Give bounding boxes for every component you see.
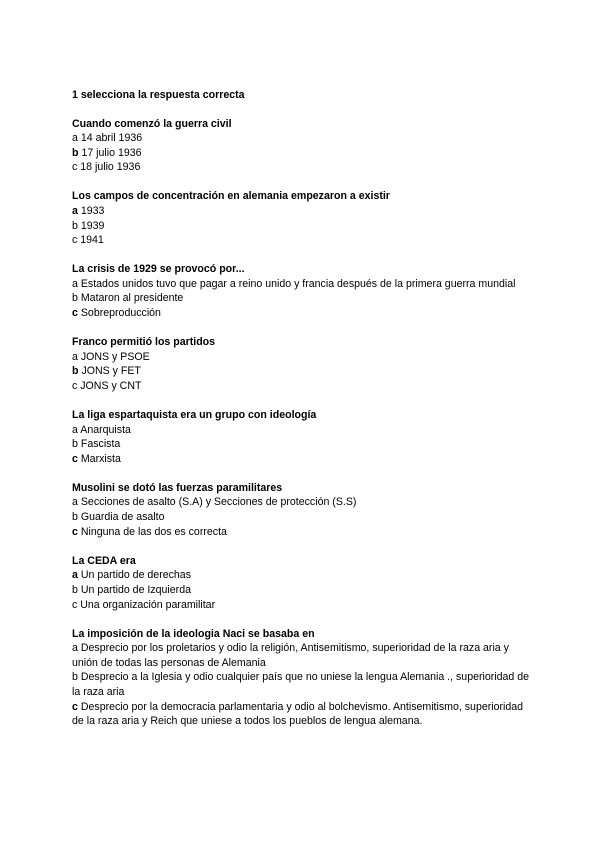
- question-title: Musolini se dotó las fuerzas paramilitares: [72, 481, 283, 494]
- option-letter: c: [72, 598, 78, 611]
- option-letter: c: [72, 700, 78, 713]
- answer-option: [72, 583, 532, 598]
- answer-option: [72, 160, 532, 175]
- option-text: Fascista: [80, 438, 121, 451]
- answer-option: [72, 350, 532, 365]
- question-block: [72, 189, 532, 247]
- answer-option: [72, 568, 532, 583]
- answer-option: [72, 131, 532, 146]
- option-text: Un partido de Izquierda: [80, 583, 191, 596]
- option-text: Secciones de asalto (S.A) y Secciones de protección (S.S): [80, 496, 357, 509]
- option-letter: c: [72, 379, 78, 392]
- answer-option: [72, 364, 532, 379]
- answer-option: [72, 291, 532, 306]
- exercise-heading: 1 selecciona la respuesta correcta: [72, 89, 245, 101]
- option-letter: a: [72, 423, 78, 436]
- option-text: 17 julio 1936: [81, 146, 142, 159]
- document-content: [72, 88, 532, 729]
- answer-option: [72, 379, 532, 394]
- option-text: Anarquista: [80, 423, 131, 436]
- answer-option: [72, 219, 532, 234]
- question-title: Cuando comenzó la guerra civil: [72, 117, 232, 130]
- option-letter: c: [72, 452, 78, 465]
- option-letter: c: [72, 234, 78, 247]
- answer-option: [72, 525, 532, 540]
- question-list: [72, 117, 532, 729]
- option-letter: b: [72, 146, 79, 159]
- answer-option: [72, 510, 532, 525]
- question-title: La liga espartaquista era un grupo con ideología: [72, 409, 317, 421]
- question-block: [72, 481, 532, 539]
- question-title: Los campos de concentración en alemania empezaron a existir: [72, 190, 390, 203]
- option-letter: b: [72, 583, 78, 596]
- option-text: 1933: [80, 204, 105, 217]
- question-block: [72, 554, 532, 612]
- option-letter: a: [72, 277, 78, 290]
- option-text: Marxista: [80, 452, 121, 465]
- option-letter: b: [72, 292, 78, 305]
- answer-option: [72, 670, 532, 699]
- answer-option: [72, 641, 532, 670]
- question-block: [72, 335, 532, 393]
- option-letter: a: [72, 569, 78, 582]
- option-text: 18 julio 1936: [80, 161, 141, 174]
- option-text: JONS y FET: [81, 365, 141, 378]
- option-text: JONS y CNT: [80, 379, 142, 392]
- answer-option: [72, 452, 532, 467]
- option-text: Desprecio a la Iglesia y odio cualquier país que no uniese la lengua Alemania ., superioridad de la raza aria: [72, 671, 530, 698]
- option-text: Ninguna de las dos es correcta: [80, 525, 227, 538]
- answer-option: [72, 233, 532, 248]
- question-title: La imposición de la ideologia Naci se basaba en: [72, 627, 315, 640]
- question-block: [72, 262, 532, 320]
- option-letter: a: [72, 496, 78, 509]
- option-letter: c: [72, 307, 78, 320]
- answer-option: [72, 277, 532, 292]
- option-letter: a: [72, 204, 78, 217]
- option-letter: a: [72, 132, 78, 145]
- option-text: Un partido de derechas: [80, 569, 191, 582]
- answer-option: [72, 423, 532, 438]
- answer-option: [72, 306, 532, 321]
- question-block: [72, 117, 532, 175]
- answer-option: [72, 437, 532, 452]
- answer-option: [72, 204, 532, 219]
- option-letter: a: [72, 642, 78, 655]
- option-text: 1939: [80, 219, 105, 232]
- option-text: 14 abril 1936: [80, 132, 143, 145]
- question-block: [72, 627, 532, 729]
- option-letter: b: [72, 365, 79, 378]
- option-text: Una organización paramilitar: [80, 598, 216, 611]
- question-title: La CEDA era: [72, 554, 136, 567]
- option-text: 1941: [80, 234, 104, 247]
- answer-option: [72, 146, 532, 161]
- question-block: [72, 408, 532, 466]
- option-letter: b: [72, 219, 78, 232]
- option-letter: b: [72, 671, 78, 684]
- option-text: JONS y PSOE: [80, 350, 150, 363]
- option-text: Sobreproducción: [80, 307, 161, 320]
- option-text: Guardia de asalto: [80, 511, 165, 524]
- answer-option: [72, 598, 532, 613]
- option-letter: a: [72, 350, 78, 363]
- option-text: Mataron al presidente: [80, 292, 184, 305]
- option-letter: b: [72, 438, 78, 451]
- option-text: Desprecio por los proletarios y odio la religión, Antisemitismo, superioridad de la raza aria y unión de todas las personas de Alemania: [72, 642, 509, 669]
- option-letter: c: [72, 161, 78, 174]
- option-text: Estados unidos tuvo que pagar a reino unido y francia después de la primera guerra mundial: [80, 277, 516, 290]
- question-title: Franco permitió los partidos: [72, 336, 216, 349]
- answer-option: [72, 495, 532, 510]
- option-letter: b: [72, 511, 78, 524]
- question-title: La crisis de 1929 se provocó por...: [72, 263, 245, 276]
- option-text: Desprecio por la democracia parlamentaria y odio al bolchevismo. Antisemitismo, superioridad de la raza aria y Reich que uniese a todos los pueblos de lengua alemana.: [72, 700, 524, 728]
- answer-option: [72, 700, 532, 729]
- option-letter: c: [72, 525, 78, 538]
